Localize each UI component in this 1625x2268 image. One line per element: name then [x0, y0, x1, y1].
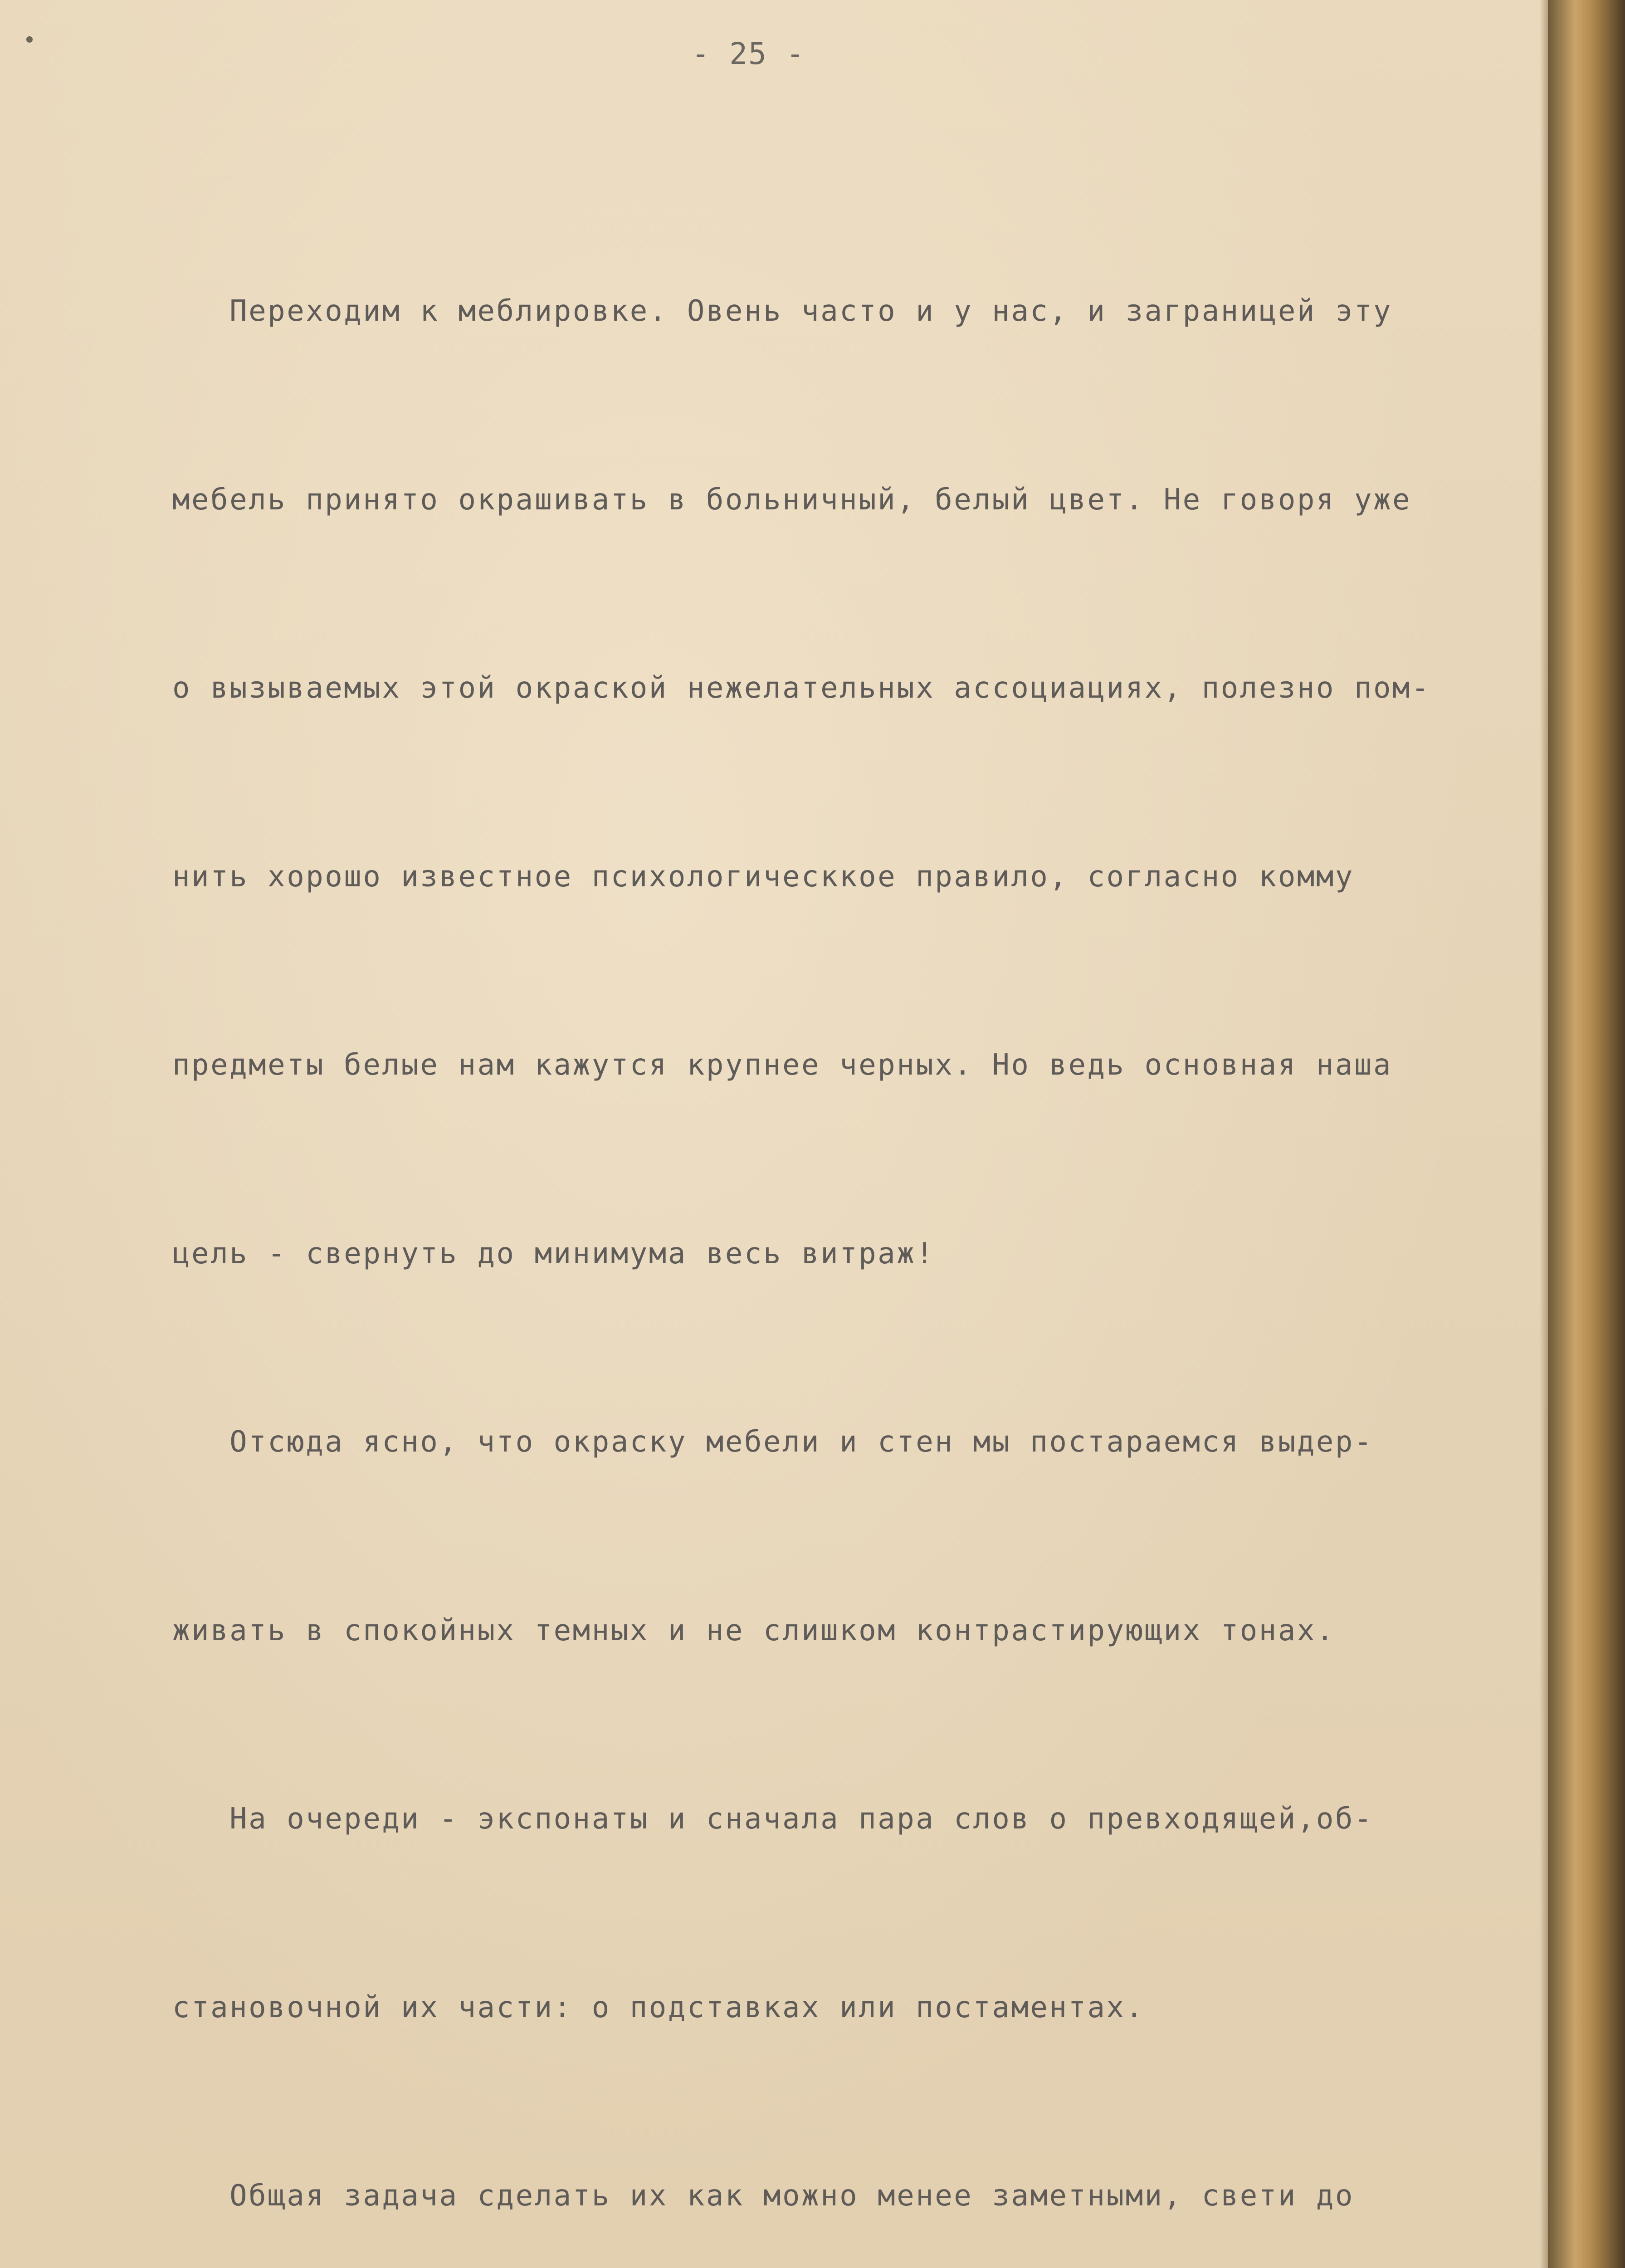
page-edge-shadow — [1540, 0, 1548, 2268]
typewritten-body — [172, 154, 1524, 2268]
text-line: На очереди - экспонаты и сначала пара слов о превходящей,об- — [172, 1802, 1373, 1836]
text-line: живать в спокойных темных и не слишком контрастирующих тонах. — [172, 1613, 1335, 1647]
text-line: цель - свернуть до минимума весь витраж! — [172, 1237, 935, 1271]
book-binding — [1548, 0, 1625, 2268]
text-line: о вызываемых этой окраской нежелательных ассоциациях, полезно пом- — [172, 671, 1431, 705]
text-line: нить хорошо известное психологическкое правило, согласно комму — [172, 860, 1354, 894]
page-number: - 25 - — [691, 36, 805, 71]
text-line: мебель принято окрашивать в больничный, белый цвет. Не говоря уже — [172, 483, 1412, 517]
text-line: Отсюда ясно, что окраску мебели и стен мы постараемся выдер- — [172, 1425, 1373, 1459]
text-line: Переходим к меблировке. Овень часто и у нас, и заграницей эту — [172, 294, 1392, 328]
text-line: Общая задача сделать их как можно менее заметными, свети до — [172, 2179, 1354, 2213]
text-line: становочной их части: о подставках или постаментах. — [172, 1990, 1145, 2024]
text-line: предметы белые нам кажутся крупнее черных. Но ведь основная наша — [172, 1048, 1392, 1082]
